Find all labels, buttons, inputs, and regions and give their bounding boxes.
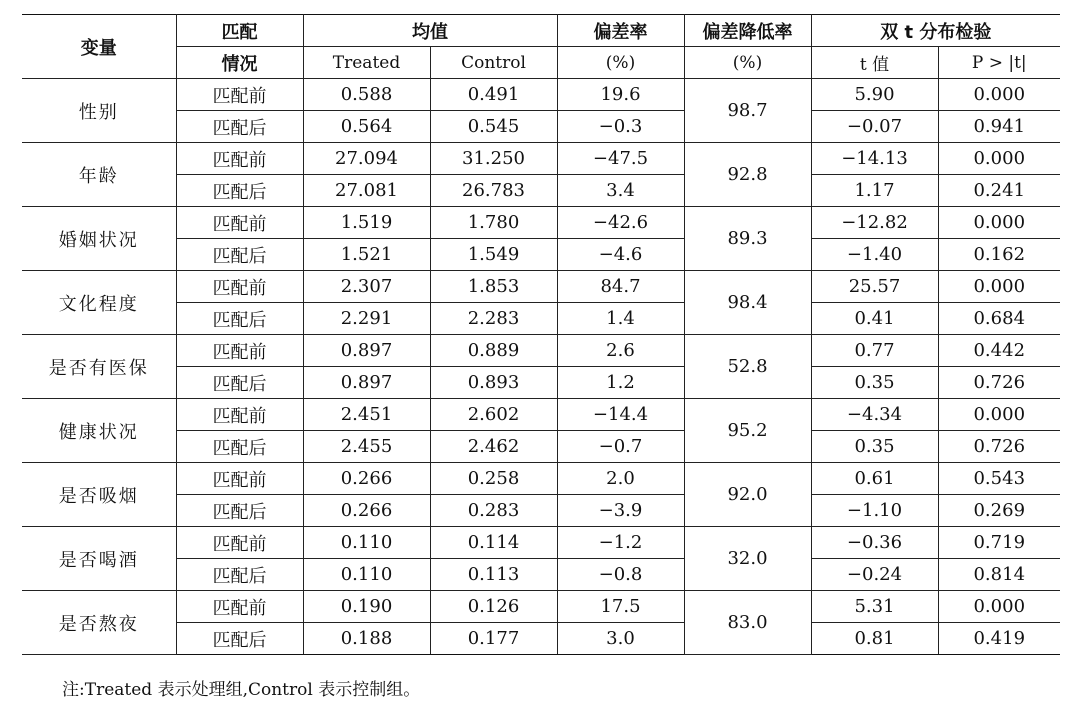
t-value: −0.36 — [811, 527, 938, 559]
header-p-value: P > |t| — [938, 47, 1060, 79]
p-value: 0.000 — [938, 399, 1060, 431]
treated-value: 27.081 — [303, 175, 430, 207]
variable-cell: 是否熬夜 — [22, 591, 176, 655]
control-value: 0.491 — [430, 79, 557, 111]
match-label: 匹配后 — [176, 175, 303, 207]
bias-value: −1.2 — [557, 527, 684, 559]
bias-value: −0.7 — [557, 431, 684, 463]
control-value: 0.889 — [430, 335, 557, 367]
variable-cell: 是否喝酒 — [22, 527, 176, 591]
header-bias-reduction: 偏差降低率 — [684, 15, 811, 47]
t-value: 0.35 — [811, 367, 938, 399]
match-label: 匹配后 — [176, 623, 303, 655]
reduction-value: 89.3 — [684, 207, 811, 271]
control-value: 2.283 — [430, 303, 557, 335]
treated-value: 0.110 — [303, 559, 430, 591]
match-label: 匹配后 — [176, 303, 303, 335]
bias-value: −0.3 — [557, 111, 684, 143]
treated-value: 0.564 — [303, 111, 430, 143]
balance-test-table — [22, 14, 1060, 655]
bias-value: −42.6 — [557, 207, 684, 239]
p-value: 0.442 — [938, 335, 1060, 367]
reduction-value: 98.4 — [684, 271, 811, 335]
reduction-value: 92.0 — [684, 463, 811, 527]
p-value: 0.419 — [938, 623, 1060, 655]
t-value: −1.10 — [811, 495, 938, 527]
control-value: 1.549 — [430, 239, 557, 271]
table-row — [22, 495, 1060, 527]
table-note: 注:Treated 表示处理组,Control 表示控制组。 — [62, 680, 421, 700]
table-row — [22, 591, 1060, 623]
treated-value: 0.897 — [303, 335, 430, 367]
match-label: 匹配前 — [176, 591, 303, 623]
t-value: −0.24 — [811, 559, 938, 591]
p-value: 0.726 — [938, 431, 1060, 463]
header-control: Control — [430, 47, 557, 79]
match-label: 匹配后 — [176, 495, 303, 527]
t-value: 0.41 — [811, 303, 938, 335]
p-value: 0.726 — [938, 367, 1060, 399]
control-value: 0.283 — [430, 495, 557, 527]
table-row — [22, 623, 1060, 655]
p-value: 0.684 — [938, 303, 1060, 335]
p-value: 0.000 — [938, 79, 1060, 111]
match-label: 匹配后 — [176, 239, 303, 271]
treated-value: 2.307 — [303, 271, 430, 303]
header-match-line2: 情况 — [176, 47, 303, 79]
treated-value: 1.521 — [303, 239, 430, 271]
p-value: 0.269 — [938, 495, 1060, 527]
bias-value: 1.4 — [557, 303, 684, 335]
match-label: 匹配前 — [176, 143, 303, 175]
control-value: 0.545 — [430, 111, 557, 143]
table-row — [22, 303, 1060, 335]
t-value: 0.35 — [811, 431, 938, 463]
bias-value: 19.6 — [557, 79, 684, 111]
table-row — [22, 431, 1060, 463]
table-row — [22, 111, 1060, 143]
t-value: 1.17 — [811, 175, 938, 207]
table-row — [22, 463, 1060, 495]
match-label: 匹配前 — [176, 463, 303, 495]
t-value: 0.77 — [811, 335, 938, 367]
treated-value: 0.190 — [303, 591, 430, 623]
table-row — [22, 207, 1060, 239]
reduction-value: 52.8 — [684, 335, 811, 399]
match-label: 匹配后 — [176, 559, 303, 591]
reduction-value: 83.0 — [684, 591, 811, 655]
bias-value: −47.5 — [557, 143, 684, 175]
bias-value: 2.0 — [557, 463, 684, 495]
header-ttest: 双 t 分布检验 — [811, 15, 1060, 47]
bias-value: −0.8 — [557, 559, 684, 591]
control-value: 1.853 — [430, 271, 557, 303]
header-mean: 均值 — [303, 15, 557, 47]
control-value: 0.113 — [430, 559, 557, 591]
p-value: 0.000 — [938, 271, 1060, 303]
header-treated: Treated — [303, 47, 430, 79]
match-label: 匹配前 — [176, 207, 303, 239]
p-value: 0.000 — [938, 207, 1060, 239]
control-value: 0.126 — [430, 591, 557, 623]
p-value: 0.814 — [938, 559, 1060, 591]
header-variable: 变量 — [22, 15, 176, 79]
treated-value: 0.266 — [303, 463, 430, 495]
header-t-value: t 值 — [811, 47, 938, 79]
bias-value: 2.6 — [557, 335, 684, 367]
table-row — [22, 271, 1060, 303]
control-value: 2.602 — [430, 399, 557, 431]
variable-cell: 年龄 — [22, 143, 176, 207]
treated-value: 2.291 — [303, 303, 430, 335]
t-value: 5.31 — [811, 591, 938, 623]
control-value: 0.114 — [430, 527, 557, 559]
variable-cell: 性别 — [22, 79, 176, 143]
header-bias: 偏差率 — [557, 15, 684, 47]
treated-value: 0.188 — [303, 623, 430, 655]
bias-value: −14.4 — [557, 399, 684, 431]
match-label: 匹配后 — [176, 367, 303, 399]
t-value: 0.81 — [811, 623, 938, 655]
match-label: 匹配前 — [176, 335, 303, 367]
table-row — [22, 239, 1060, 271]
p-value: 0.162 — [938, 239, 1060, 271]
reduction-value: 95.2 — [684, 399, 811, 463]
match-label: 匹配后 — [176, 111, 303, 143]
treated-value: 1.519 — [303, 207, 430, 239]
treated-value: 2.455 — [303, 431, 430, 463]
reduction-value: 92.8 — [684, 143, 811, 207]
header-bias-reduction-unit: (%) — [684, 47, 811, 79]
p-value: 0.241 — [938, 175, 1060, 207]
p-value: 0.000 — [938, 143, 1060, 175]
bias-value: 3.4 — [557, 175, 684, 207]
header-bias-unit: (%) — [557, 47, 684, 79]
control-value: 26.783 — [430, 175, 557, 207]
table-row — [22, 335, 1060, 367]
table-row — [22, 143, 1060, 175]
t-value: −14.13 — [811, 143, 938, 175]
reduction-value: 98.7 — [684, 79, 811, 143]
treated-value: 0.266 — [303, 495, 430, 527]
control-value: 31.250 — [430, 143, 557, 175]
p-value: 0.941 — [938, 111, 1060, 143]
match-label: 匹配前 — [176, 271, 303, 303]
treated-value: 0.110 — [303, 527, 430, 559]
table-row — [22, 399, 1060, 431]
match-label: 匹配前 — [176, 79, 303, 111]
variable-cell: 婚姻状况 — [22, 207, 176, 271]
t-value: −12.82 — [811, 207, 938, 239]
match-label: 匹配前 — [176, 399, 303, 431]
t-value: −1.40 — [811, 239, 938, 271]
variable-cell: 文化程度 — [22, 271, 176, 335]
control-value: 0.893 — [430, 367, 557, 399]
table-row — [22, 527, 1060, 559]
table-row — [22, 559, 1060, 591]
treated-value: 0.897 — [303, 367, 430, 399]
match-label: 匹配前 — [176, 527, 303, 559]
table-row — [22, 79, 1060, 111]
t-value: 0.61 — [811, 463, 938, 495]
table-row — [22, 367, 1060, 399]
match-label: 匹配后 — [176, 431, 303, 463]
bias-value: 84.7 — [557, 271, 684, 303]
bias-value: 1.2 — [557, 367, 684, 399]
bias-value: 17.5 — [557, 591, 684, 623]
variable-cell: 是否吸烟 — [22, 463, 176, 527]
p-value: 0.000 — [938, 591, 1060, 623]
control-value: 2.462 — [430, 431, 557, 463]
p-value: 0.543 — [938, 463, 1060, 495]
bias-value: −3.9 — [557, 495, 684, 527]
reduction-value: 32.0 — [684, 527, 811, 591]
header-match-line1: 匹配 — [176, 15, 303, 47]
t-value: 5.90 — [811, 79, 938, 111]
treated-value: 27.094 — [303, 143, 430, 175]
variable-cell: 健康状况 — [22, 399, 176, 463]
treated-value: 2.451 — [303, 399, 430, 431]
control-value: 0.177 — [430, 623, 557, 655]
variable-cell: 是否有医保 — [22, 335, 176, 399]
control-value: 1.780 — [430, 207, 557, 239]
t-value: −0.07 — [811, 111, 938, 143]
p-value: 0.719 — [938, 527, 1060, 559]
bias-value: −4.6 — [557, 239, 684, 271]
treated-value: 0.588 — [303, 79, 430, 111]
control-value: 0.258 — [430, 463, 557, 495]
t-value: −4.34 — [811, 399, 938, 431]
t-value: 25.57 — [811, 271, 938, 303]
table-row — [22, 175, 1060, 207]
bias-value: 3.0 — [557, 623, 684, 655]
